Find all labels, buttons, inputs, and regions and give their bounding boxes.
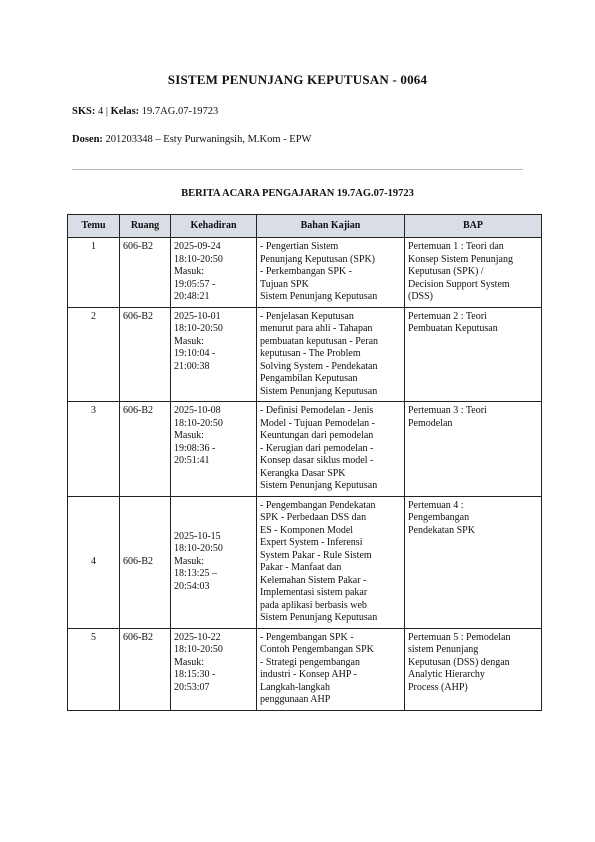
table-row <box>68 402 542 497</box>
table-row <box>68 307 542 402</box>
kelas-value: 19.7AG.07-19723 <box>139 106 219 117</box>
bap-line: Pertemuan 2 : Teori <box>408 310 487 322</box>
bahan-line: Langkah-langkah <box>260 681 330 693</box>
bahan-line: menurut para ahli - Tahapan <box>260 323 373 334</box>
bap-line: Pendekatan SPK <box>408 524 475 536</box>
bap-line: Konsep Sistem Penunjang <box>408 253 513 265</box>
bap-line: Pertemuan 3 : Teori <box>408 405 487 416</box>
kehadiran-tanggal: 2025-10-15 <box>174 530 221 542</box>
header-bahan-kajian: Bahan Kajian <box>257 215 405 238</box>
kehadiran-tanggal: 2025-10-08 <box>174 405 221 416</box>
cell-bahan-kajian <box>257 402 405 497</box>
cell-ruang: 606-B2 <box>120 402 171 497</box>
table-row <box>68 238 542 308</box>
cell-temu: 1 <box>68 238 120 308</box>
cell-temu: 3 <box>68 402 120 497</box>
bap-line: Pengembangan <box>408 512 470 523</box>
bap-line: Pertemuan 1 : Teori dan <box>408 241 504 252</box>
bahan-line: System Pakar - Rule Sistem <box>260 549 372 561</box>
bahan-line: pembuatan keputusan - Peran <box>260 335 379 347</box>
kehadiran-jam: 18:10-20:50 <box>174 253 223 265</box>
bahan-line: Solving System - Pendekatan <box>260 360 378 372</box>
bahan-line: industri - Konsep AHP - <box>260 669 357 680</box>
bahan-line: Pakar - Manfaat dan <box>260 562 342 573</box>
kehadiran-masuk-selesai: 21:00:38 <box>174 360 210 372</box>
kehadiran-masuk: Masuk: <box>174 335 204 347</box>
bahan-line: Sistem Penunjang Keputusan <box>260 385 378 397</box>
cell-ruang: 606-B2 <box>120 496 171 628</box>
bahan-line: Implementasi sistem pakar <box>260 587 368 598</box>
cell-bahan-kajian <box>257 238 405 308</box>
bahan-line: - Pengembangan Pendekatan <box>260 499 376 511</box>
kehadiran-masuk: Masuk: <box>174 266 204 277</box>
cell-bahan-kajian <box>257 496 405 628</box>
cell-bahan-kajian <box>257 628 405 710</box>
table-row <box>68 628 542 710</box>
bahan-line: keputusan - The Problem <box>260 348 361 359</box>
cell-kehadiran <box>171 238 257 308</box>
bahan-line: Sistem Penunjang Keputusan <box>260 291 378 302</box>
bap-line: (DSS) <box>408 291 434 302</box>
bap-line: sistem Penunjang <box>408 644 479 655</box>
bahan-line: Model - Tujuan Pemodelan - <box>260 417 375 429</box>
header-temu: Temu <box>68 215 120 238</box>
kehadiran-masuk-mulai: 19:05:57 - <box>174 278 216 290</box>
bahan-line: Kerangka Dasar SPK <box>260 467 346 479</box>
cell-bap <box>405 307 542 402</box>
kehadiran-jam: 18:10-20:50 <box>174 417 223 429</box>
kehadiran-jam: 18:10-20:50 <box>174 644 223 655</box>
dosen-label: Dosen: <box>72 134 103 145</box>
bahan-line: - Pengertian Sistem <box>260 241 339 252</box>
cell-ruang: 606-B2 <box>120 238 171 308</box>
cell-temu: 2 <box>68 307 120 402</box>
cell-ruang: 606-B2 <box>120 307 171 402</box>
course-title: SISTEM PENUNJANG KEPUTUSAN - 0064 <box>167 72 428 87</box>
bahan-line: Pengambilan Keputusan <box>260 373 358 384</box>
cell-bap <box>405 402 542 497</box>
bahan-line: Expert System - Inferensi <box>260 537 363 548</box>
bap-line: Keputusan (DSS) dengan <box>408 656 510 668</box>
bap-line: Decision Support System <box>408 278 510 290</box>
bahan-line: Kelemahan Sistem Pakar - <box>260 574 367 586</box>
bahan-line: ES - Komponen Model <box>260 524 354 536</box>
bahan-line: penggunaan AHP <box>260 694 331 705</box>
kehadiran-jam: 18:10-20:50 <box>174 323 223 334</box>
bahan-line: - Perkembangan SPK - <box>260 266 352 277</box>
bahan-line: - Strategi pengembangan <box>260 656 360 668</box>
bahan-line: Sistem Penunjang Keputusan <box>260 480 378 491</box>
header-ruang: Ruang <box>120 215 171 238</box>
kehadiran-masuk-selesai: 20:54:03 <box>174 580 210 592</box>
bahan-line: pada aplikasi berbasis web <box>260 599 367 611</box>
bahan-line: - Kerugian dari pemodelan - <box>260 442 374 454</box>
kehadiran-masuk-mulai: 19:08:36 - <box>174 442 216 454</box>
kehadiran-masuk: Masuk: <box>174 656 204 668</box>
sks-value: 4 | <box>95 106 111 117</box>
cell-temu: 5 <box>68 628 120 710</box>
bap-line: Pemodelan <box>408 417 453 429</box>
kehadiran-masuk: Masuk: <box>174 430 204 441</box>
bahan-line: Konsep dasar siklus model - <box>260 455 374 466</box>
kehadiran-tanggal: 2025-09-24 <box>174 241 221 252</box>
bahan-line: Tujuan SPK <box>260 278 309 290</box>
kehadiran-masuk-mulai: 18:15:30 - <box>174 669 216 680</box>
bahan-line: Keuntungan dari pemodelan <box>260 430 374 441</box>
kehadiran-masuk-mulai: 18:13:25 – <box>174 568 218 580</box>
cell-bap <box>405 238 542 308</box>
cell-kehadiran <box>171 307 257 402</box>
bahan-line: - Pengembangan SPK - <box>260 631 354 643</box>
bap-line: Pertemuan 5 : Pemodelan <box>408 631 511 643</box>
bahan-line: SPK - Perbedaan DSS dan <box>260 512 367 523</box>
bap-line: Pertemuan 4 : <box>408 499 464 511</box>
cell-kehadiran <box>171 628 257 710</box>
kehadiran-masuk-selesai: 20:48:21 <box>174 291 210 302</box>
cell-temu: 4 <box>68 496 120 628</box>
lecturer-meta <box>72 134 311 145</box>
bap-line: Pembuatan Keputusan <box>408 323 498 334</box>
cell-kehadiran <box>171 496 257 628</box>
bahan-line: - Definisi Pemodelan - Jenis <box>260 405 374 416</box>
bap-line: Process (AHP) <box>408 681 468 693</box>
table-header-row <box>68 215 542 238</box>
kehadiran-masuk-mulai: 19:10:04 - <box>174 348 216 359</box>
divider <box>72 169 523 170</box>
cell-bap <box>405 628 542 710</box>
header-kehadiran: Kehadiran <box>171 215 257 238</box>
cell-bap <box>405 496 542 628</box>
header-bap: BAP <box>405 215 542 238</box>
bahan-line: Sistem Penunjang Keputusan <box>260 612 378 623</box>
bap-line: Analytic Hierarchy <box>408 669 485 680</box>
kehadiran-masuk-selesai: 20:53:07 <box>174 681 210 693</box>
kehadiran-jam: 18:10-20:50 <box>174 543 223 555</box>
bap-line: Keputusan (SPK) / <box>408 266 484 277</box>
kehadiran-tanggal: 2025-10-01 <box>174 310 221 322</box>
cell-ruang: 606-B2 <box>120 628 171 710</box>
sks-label: SKS: <box>72 106 96 117</box>
teaching-report-table <box>67 214 542 711</box>
bahan-line: - Penjelasan Keputusan <box>260 310 354 322</box>
table-row <box>68 496 542 628</box>
dosen-value: 201203348 – Esty Purwaningsih, M.Kom - EPW <box>102 134 312 145</box>
kelas-label: Kelas: <box>110 106 140 117</box>
course-meta <box>72 106 218 117</box>
cell-bahan-kajian <box>257 307 405 402</box>
report-subtitle: BERITA ACARA PENGAJARAN 19.7AG.07-19723 <box>181 188 414 199</box>
bahan-line: Penunjang Keputusan (SPK) <box>260 253 375 265</box>
kehadiran-masuk-selesai: 20:51:41 <box>174 455 210 466</box>
cell-kehadiran <box>171 402 257 497</box>
bahan-line: Contoh Pengembangan SPK <box>260 644 374 655</box>
kehadiran-tanggal: 2025-10-22 <box>174 631 221 643</box>
kehadiran-masuk: Masuk: <box>174 555 204 567</box>
